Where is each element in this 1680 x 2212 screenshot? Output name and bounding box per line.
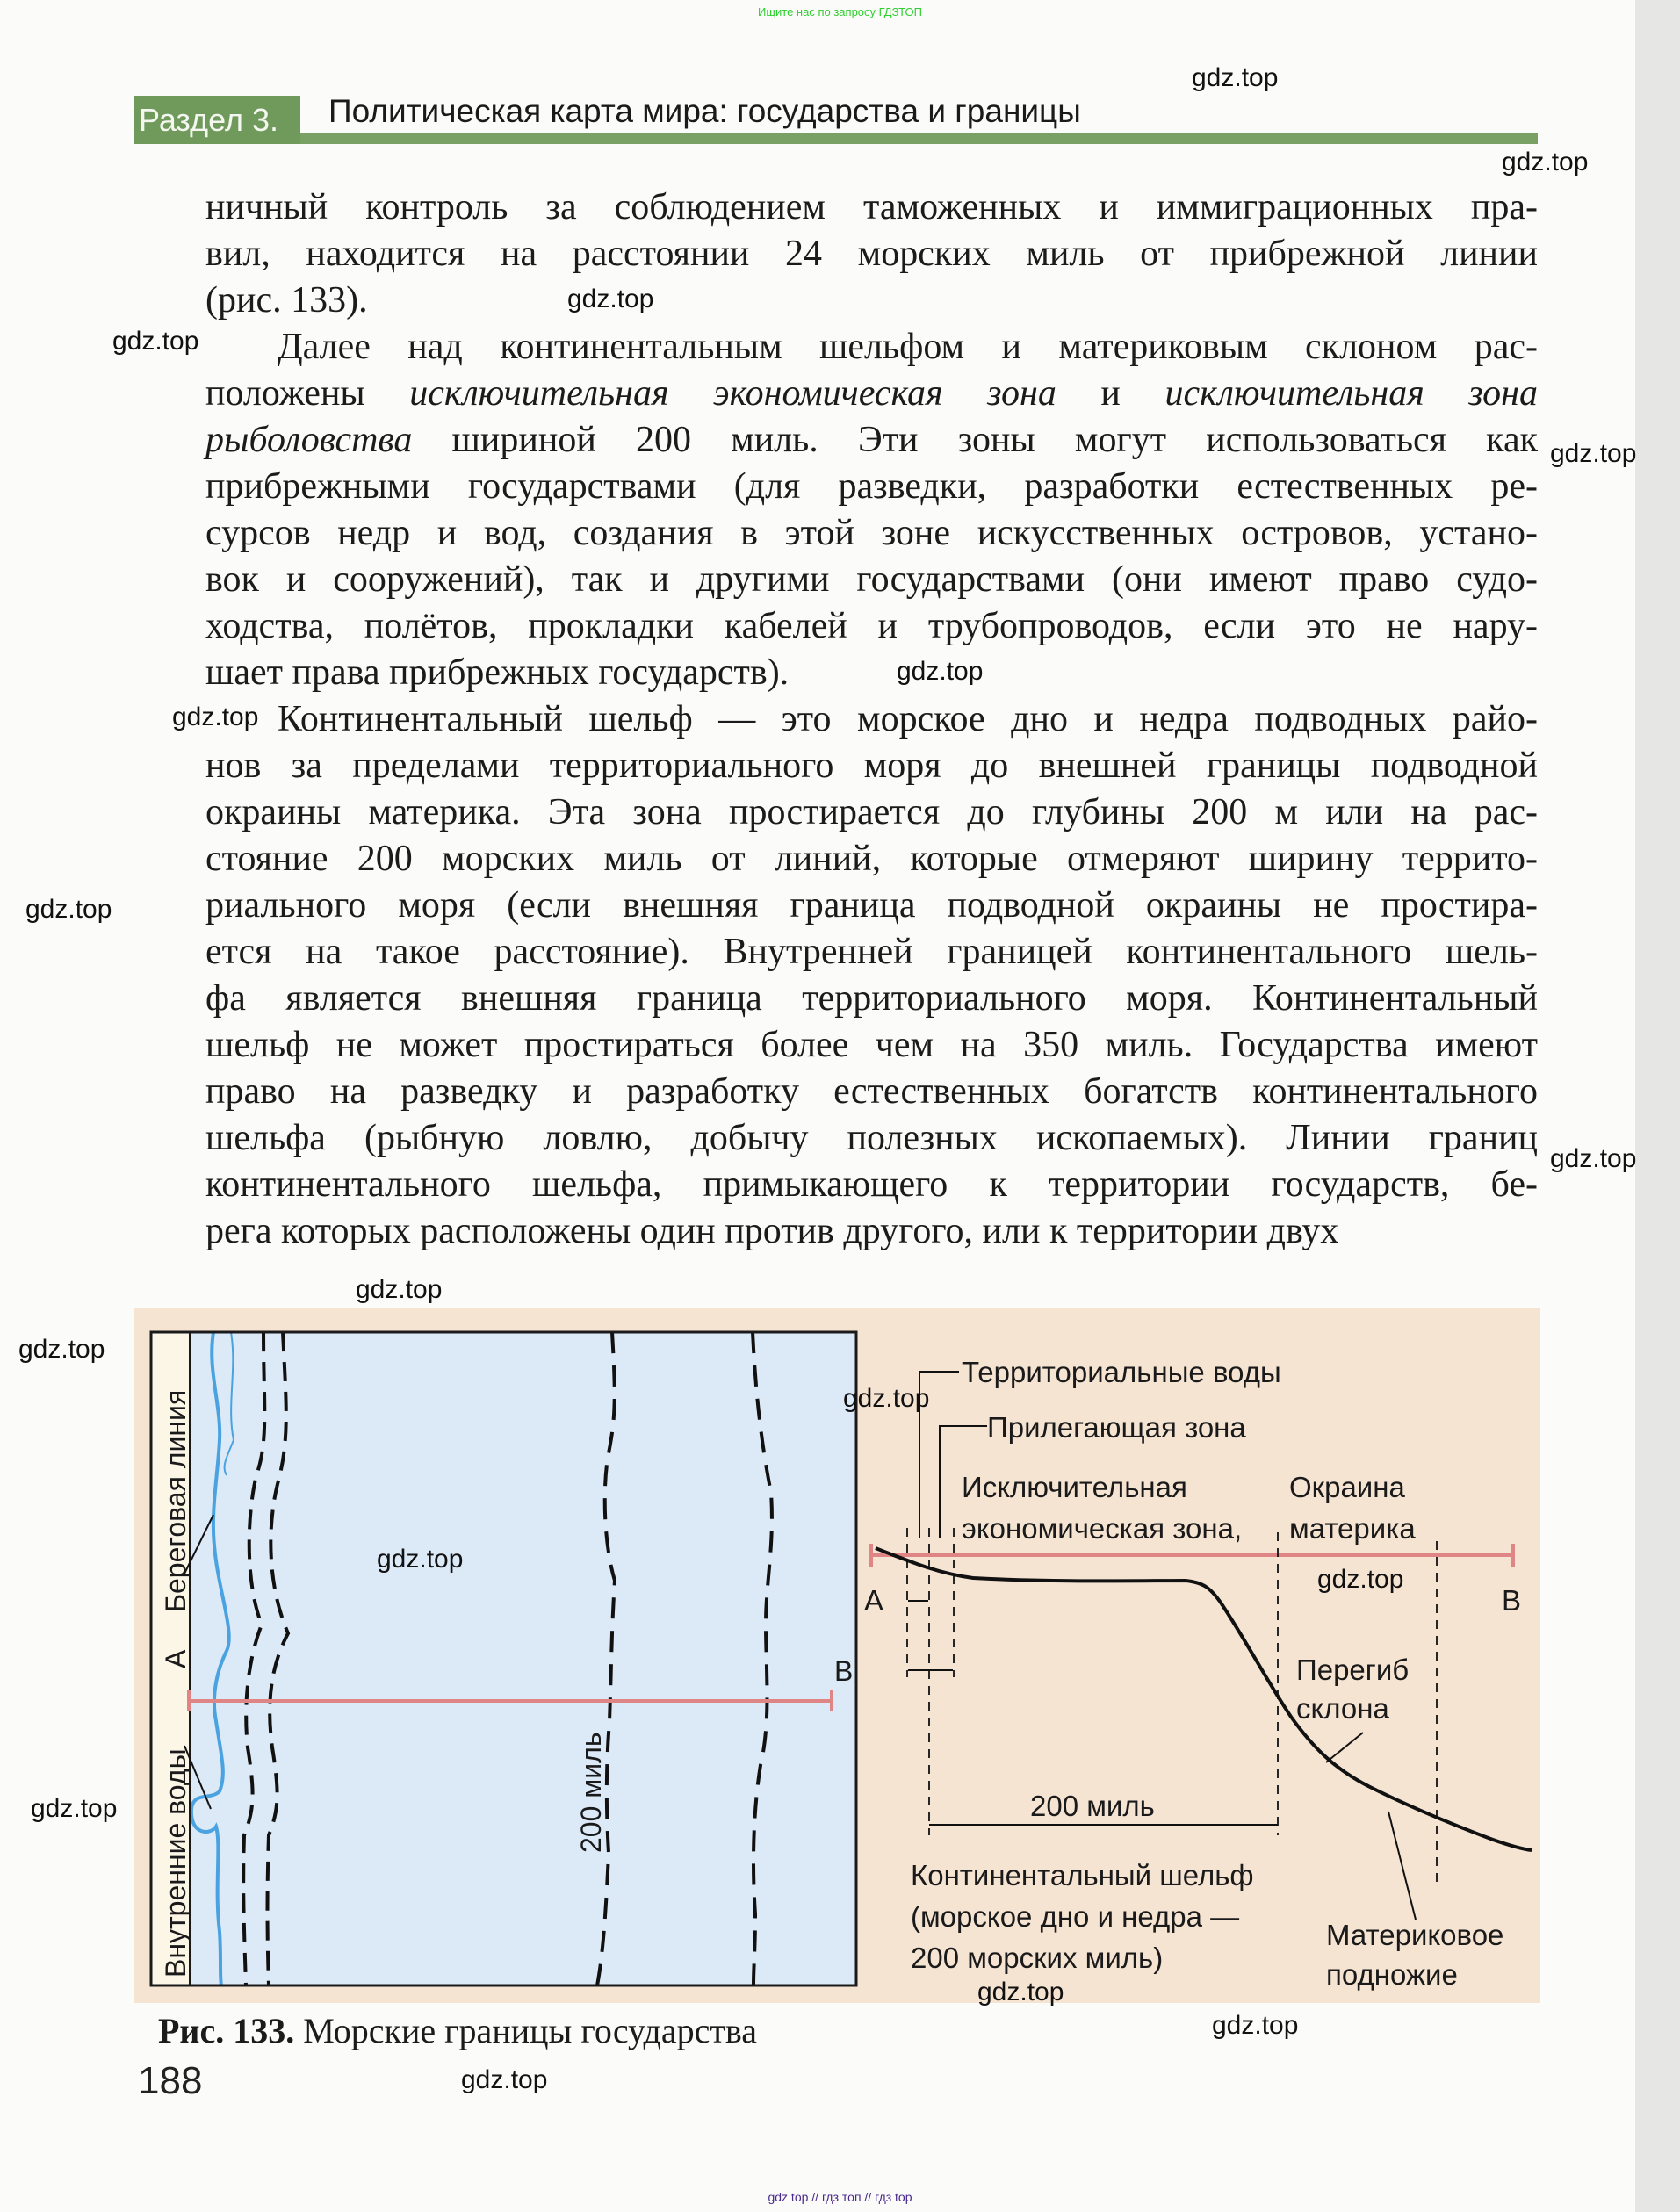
text-segment: стояние 200 морских миль от линий, которые отмеряют ширину террито- [205, 839, 1538, 879]
watermark: gdz.top [1192, 63, 1279, 92]
eez-label-line1: Исключительная [962, 1471, 1187, 1503]
text-segment: положены [205, 373, 410, 414]
text-segment: ется на такое расстояние). Внутренней границей континентального шель- [205, 932, 1538, 972]
continental-rise-label-line2: подножие [1326, 1958, 1458, 1991]
text-segment: ничный контроль за соблюдением таможенных и иммиграционных пра- [205, 187, 1538, 227]
figure-caption [158, 2011, 757, 2051]
watermark: gdz.top [1317, 1565, 1404, 1594]
italic-term: исключительная зона [1164, 373, 1538, 414]
watermark: gdz.top [1212, 2011, 1299, 2040]
slope-bend-label-line2: склона [1296, 1692, 1389, 1725]
map-diagram [151, 1332, 856, 1985]
text-segment: право на разведку и разработку естественных богатств континентального [205, 1071, 1538, 1112]
point-b-label: B [834, 1655, 854, 1687]
point-a-label: A [864, 1584, 884, 1617]
italic-term: рыболовства [205, 420, 413, 460]
section-label: Раздел 3. [134, 96, 300, 144]
section-title: Политическая карта мира: государства и границы [328, 93, 1081, 129]
text-segment: (рис. 133). [205, 280, 368, 321]
watermark: gdz.top [31, 1794, 118, 1823]
eez-label-line2: экономическая зона, [962, 1512, 1243, 1545]
text-segment: сурсов недр и вод, создания в этой зоне искусственных островов, устано- [205, 513, 1538, 553]
point-b-label: B [1502, 1584, 1522, 1617]
slope-bend-label-line1: Перегиб [1296, 1654, 1410, 1686]
shelf-label-line1: Континентальный шельф [911, 1859, 1254, 1891]
margin-label-line1: Окраина [1289, 1471, 1405, 1503]
figure-title: Морские границы государства [294, 2011, 757, 2050]
italic-term: исключительная экономическая зона [409, 373, 1056, 414]
watermark: gdz.top [377, 1545, 464, 1574]
coastline-label: Береговая линия [160, 1389, 191, 1612]
watermark: gdz.top [461, 2065, 548, 2094]
watermark: gdz.top [18, 1335, 105, 1364]
text-segment: Континентальный шельф — это морское дно и недра подводных райо- [278, 699, 1538, 739]
sea-area [151, 1332, 856, 1985]
figure-number: Рис. 133. [158, 2011, 295, 2050]
leader-lines [908, 1372, 1416, 1920]
watermark: gdz.top [356, 1275, 443, 1304]
margin-label-line2: материка [1289, 1512, 1416, 1545]
inner-waters-label: Внутренние воды [160, 1748, 191, 1978]
text-segment: вок и сооружений), так и другими государствами (они имеют право судо- [205, 559, 1538, 600]
point-a-label: A [160, 1649, 191, 1668]
shelf-label-line3: 200 морских миль) [911, 1942, 1164, 1974]
watermark: gdz.top [843, 1384, 930, 1413]
text-segment: риального моря (если внешняя граница подводной окраины не простира- [205, 885, 1538, 926]
distance-label: 200 миль [1030, 1790, 1155, 1822]
text-segment: континентального шельфа, примыкающего к территории государств, бе- [205, 1164, 1538, 1205]
page-number: 188 [138, 2059, 203, 2102]
text-segment: ходства, полётов, прокладки кабелей и трубопроводов, если это не нару- [205, 606, 1538, 646]
territorial-waters-label: Территориальные воды [962, 1356, 1281, 1388]
text-segment: фа является внешняя граница территориального моря. Континентальный [205, 978, 1538, 1019]
shelf-label-line2: (морское дно и недра — [911, 1900, 1240, 1933]
watermark: gdz.top [567, 285, 654, 313]
watermark: gdz.top [112, 327, 199, 356]
text-segment: вил, находится на расстоянии 24 морских миль от прибрежной линии [205, 234, 1538, 274]
text-segment: окраины материка. Эта зона простирается до глубины 200 м или на рас- [205, 792, 1538, 832]
text-segment: нов за пределами территориального моря до внешней границы подводной [205, 746, 1538, 786]
text-segment: рега которых расположены один против другого, или к территории двух [205, 1211, 1339, 1251]
distance-label: 200 миль [575, 1732, 607, 1853]
text-segment: прибрежными государствами (для разведки, разработки естественных ре- [205, 466, 1538, 507]
watermark: gdz.top [897, 657, 984, 686]
text-segment: и [1056, 373, 1165, 414]
text-segment: шает права прибрежных государств). [205, 652, 790, 693]
text-segment: Далее над континентальным шельфом и материковым склоном рас- [278, 327, 1538, 367]
text-segment: шельфа (рыбную ловлю, добычу полезных ископаемых). Линии границ [205, 1118, 1538, 1158]
profile-diagram [864, 1356, 1532, 1991]
text-segment: шельф не может простираться более чем на 350 миль. Государства имеют [205, 1025, 1538, 1065]
text-segment: шириной 200 миль. Эти зоны могут использоваться как [412, 420, 1538, 460]
contiguous-zone-label: Прилегающая зона [987, 1411, 1246, 1444]
watermark: gdz.top [1550, 1144, 1637, 1173]
watermark: gdz.top [1550, 439, 1637, 468]
watermark: gdz.top [25, 895, 112, 924]
top-note: Ищите нас по запросу ГДЗТОП [757, 5, 922, 18]
watermark: gdz.top [1502, 148, 1589, 177]
watermark: gdz.top [977, 1978, 1064, 2007]
bottom-note: gdz top // гдз топ // гдз top [768, 2190, 912, 2204]
seabed-profile [876, 1548, 1532, 1850]
watermark: gdz.top [172, 703, 259, 731]
continental-rise-label-line1: Материковое [1326, 1919, 1504, 1951]
